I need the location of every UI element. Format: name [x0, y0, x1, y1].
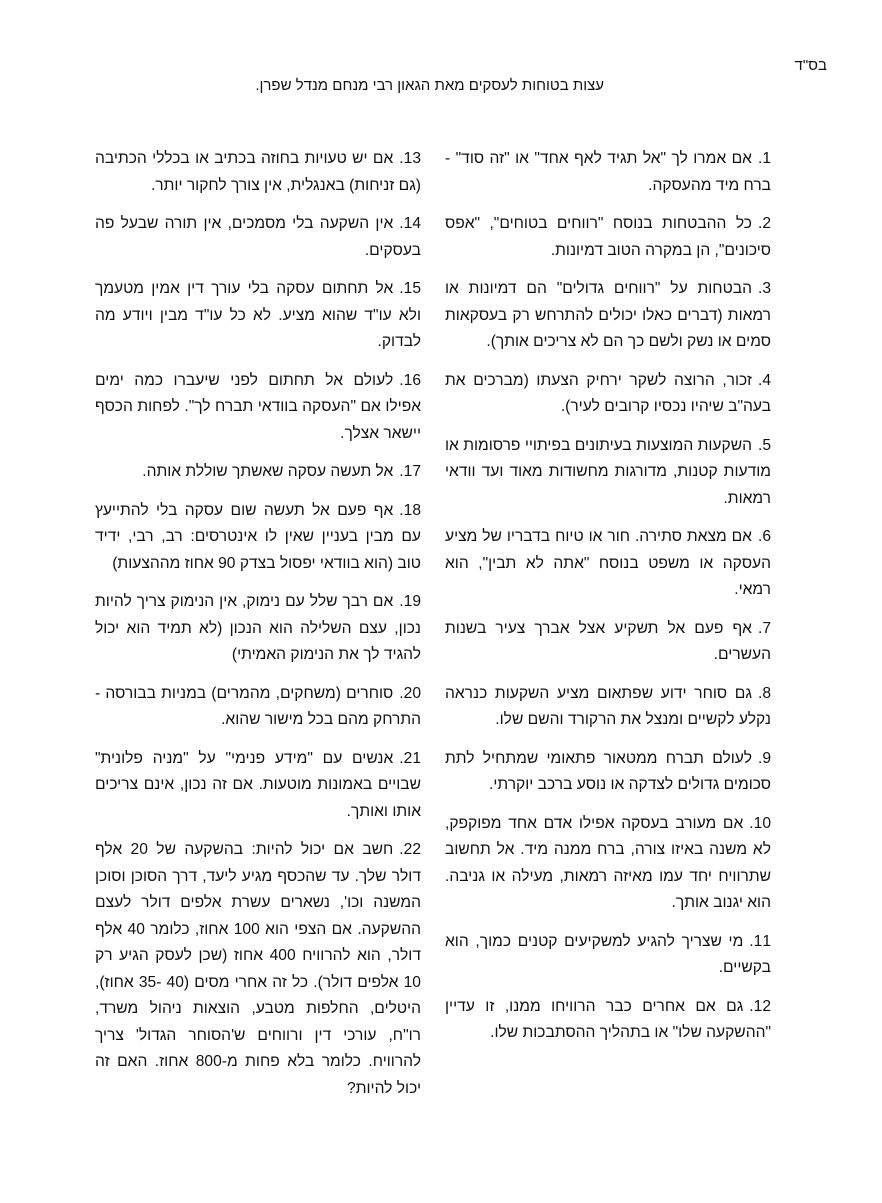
item-number: 13. — [399, 150, 421, 167]
list-item — [95, 498, 421, 578]
item-text: זכור, הרוצה לשקר ירחיק הצעתו (מברכים את בעה"ב שיהיו נכסיו קרובים לעיר). — [445, 371, 771, 415]
item-number: 11. — [749, 932, 771, 950]
item-text: כל ההבטחות בנוסח "רווחים בטוחים", "אפס סיכונים", הן במקרה הטוב דמיונות. — [445, 215, 771, 259]
list-item — [445, 746, 771, 799]
item-text: השקעות המוצעות בעיתונים בפיתויי פרסומות או מודעות קטנות, מדורגות מחשודות מאוד ועד וודאי רמאות. — [445, 436, 771, 507]
right-column — [445, 146, 771, 1059]
list-item — [445, 616, 771, 669]
item-number: 19. — [399, 593, 421, 610]
item-number: 10. — [749, 814, 771, 832]
bsd-header: בס"ד — [794, 57, 827, 74]
item-text: גם אם אחרים כבר הרוויחו ממנו, זו עדיין "ההשקעה שלו" או בתהליך ההסתבכות שלו. — [445, 997, 771, 1041]
item-number: 9. — [757, 749, 771, 767]
list-item — [445, 276, 771, 356]
item-text: אם רבך שלל עם נימוק, אין הנימוק צריך להיות נכון, עצם השלילה הוא הנכון (לא תמיד הוא יכול להגיד לך את הנימוק האמיתי) — [95, 593, 421, 663]
item-text: אם מעורב בעסקה אפילו אדם אחד מפוקפק, לא משנה באיזו צורה, ברח ממנה מיד. אל תחשוב שתרוויח יחד עמו מאיזה רמאות, מעילה או גניבה. הוא יגנוב אותך. — [445, 814, 771, 911]
item-number: 14. — [399, 215, 421, 232]
item-text: אנשים עם "מידע פנימי" על "מניה פלונית" שבויים באמונות מוטעות. אם זה נכון, אינם צריכים אותו ואותך. — [95, 749, 421, 820]
item-number: 15. — [399, 280, 421, 297]
list-item — [95, 146, 421, 199]
list-item — [445, 368, 771, 421]
list-item — [445, 524, 771, 604]
item-text: אם מצאת סתירה. חור או טיוח בדבריו של מציע העסקה או משפט בנוסח "אתה לא תבין", הוא רמאי. — [445, 528, 771, 598]
item-number: 8. — [757, 684, 771, 702]
item-text: הבטחות על "רווחים גדולים" הם דמיונות או רמאות (דברים כאלו יכולים להתרחש רק בעסקאות סמים או נשק ולשם כך הם לא צריכים אותך). — [445, 280, 771, 350]
list-item — [95, 459, 421, 486]
list-item — [95, 681, 421, 734]
item-number: 22. — [399, 841, 421, 858]
list-item — [445, 994, 771, 1047]
list-item — [95, 368, 421, 448]
list-item — [95, 589, 421, 669]
item-number: 4. — [757, 371, 771, 389]
item-text: סוחרים (משחקים, מהמרים) במניות בבורסה - התרחק מהם בכל מישור שהוא. — [95, 684, 421, 728]
item-text: אל תעשה עסקה שאשתך שוללת אותה. — [142, 463, 394, 480]
item-number: 20. — [399, 684, 421, 702]
item-text: חשב אם יכול להיות: בהשקעה של 20 אלף דולר שלך. עד שהכסף מגיע ליעד, דרך הסוכן וסוכן המשנה וכו', נשארים עשרת אלפים דולר לעצם ההשקעה. אם הצפי הוא 100 אחוז, כלומר 40 אלף דולר, הוא להרוויח 400 אחוז (שכן לעסק הגיע רק 10 אלפים דולר). כל זה אחרי מסים (40 -35 אחוז), היטלים, החלפות מטבע, הוצאות ניהול משרד, רו"ח, עורכי דין ורווחים ש'הסוחר הגדול' צריך להרוויח. כלומר בלא פחות מ-800 אחוז. האם זה יכול להיות? — [95, 841, 422, 1097]
list-item — [445, 211, 771, 264]
item-text: אף פעם אל תעשה שום עסקה בלי להתייעץ עם מבין בעניין שאין לו אינטרסים: רב, רבי, ידיד טוב (הוא בוודאי יפסול בצדק 90 אחוז מההצעות) — [95, 501, 421, 572]
list-item — [445, 811, 771, 917]
document-title: עצות בטוחות לעסקים מאת הגאון רבי מנחם מנדל שפרן. — [255, 77, 604, 94]
item-text: אם אמרו לך "אל תגיד לאף אחד" או "זה סוד" - ברח מיד מהעסקה. — [445, 150, 771, 194]
item-number: 18. — [399, 501, 421, 519]
item-text: לעולם אל תחתום לפני שיעברו כמה ימים אפילו אם "העסקה בוודאי תברח לך". לפחות הכסף יישאר אצלך. — [95, 371, 421, 442]
item-number: 6. — [757, 528, 771, 545]
list-item — [445, 433, 771, 513]
item-text: מי שצריך להגיע למשקיעים קטנים כמוך, הוא בקשיים. — [445, 932, 771, 976]
item-number: 1. — [757, 150, 771, 167]
item-number: 2. — [757, 215, 771, 232]
item-number: 7. — [757, 619, 771, 637]
item-number: 5. — [757, 436, 771, 454]
item-text: אין השקעה בלי מסמכים, אין תורה שבעל פה בעסקים. — [95, 215, 421, 259]
item-text: גם סוחר ידוע שפתאום מציע השקעות כנראה נקלע לקשיים ומנצל את הרקורד והשם שלו. — [445, 684, 771, 728]
list-item — [445, 681, 771, 734]
left-column — [95, 146, 421, 1114]
list-item — [445, 146, 771, 199]
item-text: לעולם תברח ממטאור פתאומי שמתחיל לתת סכומים גדולים לצדקה או נוסע ברכב יוקרתי. — [445, 749, 771, 793]
item-number: 17. — [399, 463, 421, 480]
list-item — [95, 746, 421, 826]
item-number: 21. — [399, 749, 421, 767]
list-item — [95, 837, 421, 1102]
item-text: אם יש טעויות בחוזה בכתיב או בכללי הכתיבה (גם זניחות) באנגלית, אין צורך לחקור יותר. — [95, 150, 421, 194]
item-number: 12. — [749, 997, 771, 1015]
list-item — [445, 929, 771, 982]
item-number: 16. — [399, 371, 421, 389]
item-number: 3. — [757, 280, 771, 297]
item-text: אל תחתום עסקה בלי עורך דין אמין מטעמך ולא עו"ד שהוא מציע. לא כל עו"ד מבין ויודע מה לבדוק. — [95, 280, 421, 350]
item-text: אף פעם אל תשקיע אצל אברך צעיר בשנות העשרים. — [445, 619, 771, 663]
list-item — [95, 276, 421, 356]
list-item — [95, 211, 421, 264]
